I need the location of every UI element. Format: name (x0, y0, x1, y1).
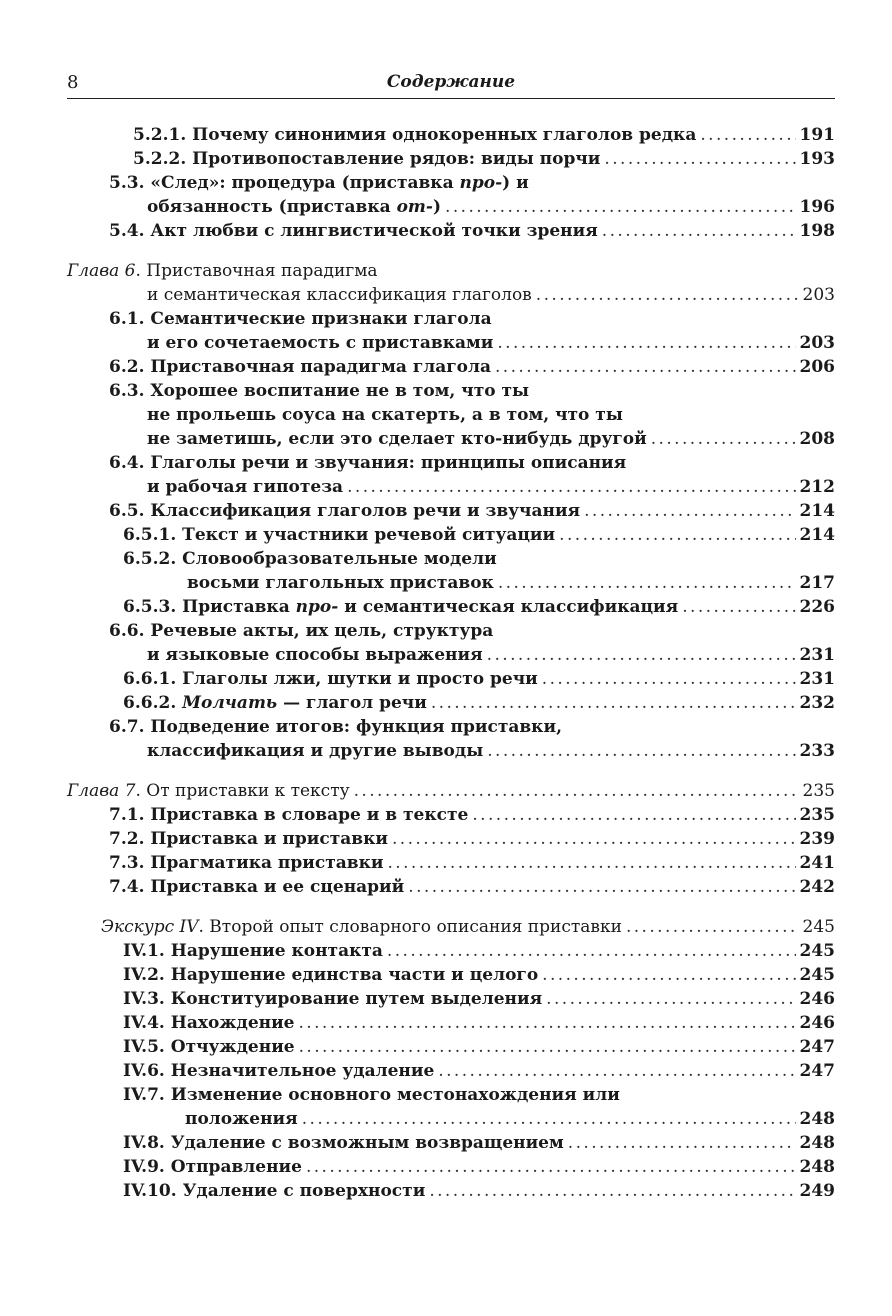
toc-page: 203 (799, 333, 835, 353)
toc-page: 212 (799, 477, 835, 497)
page-header (67, 70, 835, 99)
toc-entry[interactable]: IV.4. Нахождение . . . 246 (67, 1011, 835, 1035)
toc-page: 235 (799, 805, 835, 825)
toc-page: 231 (799, 645, 835, 665)
toc-page: 191 (799, 125, 835, 145)
toc-entry[interactable]: 6.5.2. Словообразовательные модели (123, 549, 497, 569)
toc-page: 235 (802, 781, 835, 801)
toc-page: 248 (799, 1133, 835, 1153)
toc-entry-continuation[interactable]: и рабочая гипотеза . . . 212 (67, 475, 835, 499)
toc-entry[interactable]: IV.9. Отправление . . . 248 (67, 1155, 835, 1179)
toc-entry[interactable]: IV.3. Конституирование путем выделения . . . 246 (67, 987, 835, 1011)
toc-chapter-continuation[interactable]: и семантическая классификация глаголов . . . 203 (67, 283, 835, 307)
toc-page: 246 (799, 1013, 835, 1033)
toc-page: 241 (799, 853, 835, 873)
toc-page: 203 (802, 285, 835, 305)
toc-entry[interactable]: 6.6. Речевые акты, их цель, структура (109, 621, 494, 641)
toc-entry-continuation[interactable]: восьми глагольных приставок . . . 217 (67, 571, 835, 595)
toc-entry[interactable]: IV.5. Отчуждение . . . 247 (67, 1035, 835, 1059)
toc-page: 248 (799, 1157, 835, 1177)
page-number: 8 (67, 72, 79, 93)
toc-entry-continuation[interactable]: обязанность (приставка от-) . . . 196 (67, 195, 835, 219)
toc-page: 198 (799, 221, 835, 241)
toc-page: 231 (799, 669, 835, 689)
toc-entry[interactable]: 7.1. Приставка в словаре и в тексте . . . 235 (67, 803, 835, 827)
toc-entry[interactable]: 6.2. Приставочная парадигма глагола . . . 206 (67, 355, 835, 379)
toc-entry[interactable]: 6.4. Глаголы речи и звучания: принципы описания (109, 453, 627, 473)
toc-entry[interactable]: 7.3. Прагматика приставки . . . 241 (67, 851, 835, 875)
toc-entry[interactable]: 7.2. Приставка и приставки . . . 239 (67, 827, 835, 851)
toc-entry[interactable]: 5.2.1. Почему синонимия однокоренных глаголов редка . . . 191 (67, 123, 835, 147)
running-title: Содержание (386, 72, 516, 92)
toc-entry-continuation[interactable]: не прольешь соуса на скатерть, а в том, что ты (147, 405, 623, 425)
toc-chapter[interactable]: Глава 7. От приставки к тексту . . . 235 (67, 779, 835, 803)
toc-entry[interactable]: IV.10. Удаление с поверхности . . . 249 (67, 1179, 835, 1203)
toc-page: 196 (799, 197, 835, 217)
toc-page: 226 (799, 597, 835, 617)
toc-entry[interactable]: 6.7. Подведение итогов: функция приставки, (109, 717, 562, 737)
toc-entry[interactable]: IV.2. Нарушение единства части и целого . . . 245 (67, 963, 835, 987)
toc-page: 245 (799, 965, 835, 985)
toc-page: 193 (799, 149, 835, 169)
toc-entry[interactable]: 6.5.1. Текст и участники речевой ситуации . . . 214 (67, 523, 835, 547)
toc-page: 214 (799, 501, 835, 521)
toc-entry[interactable]: 5.2.2. Противопоставление рядов: виды порчи . . . 193 (67, 147, 835, 171)
toc-entry[interactable]: 6.6.2. Молчать — глагол речи . . . 232 (67, 691, 835, 715)
toc-entry[interactable]: 6.5.3. Приставка про- и семантическая классификация . . . 226 (67, 595, 835, 619)
toc-entry-continuation[interactable]: и языковые способы выражения . . . 231 (67, 643, 835, 667)
toc-page: 249 (799, 1181, 835, 1201)
toc-entry[interactable]: 6.5. Классификация глаголов речи и звучания . . . 214 (67, 499, 835, 523)
table-of-contents (67, 123, 835, 1203)
toc-chapter[interactable]: Глава 6. Приставочная парадигма (67, 261, 378, 281)
toc-entry-continuation[interactable]: положения . . . 248 (67, 1107, 835, 1131)
toc-entry[interactable]: 7.4. Приставка и ее сценарий . . . 242 (67, 875, 835, 899)
toc-page: 248 (799, 1109, 835, 1129)
toc-page: 208 (799, 429, 835, 449)
toc-entry-continuation[interactable]: и его сочетаемость с приставками . . . 203 (67, 331, 835, 355)
toc-entry[interactable]: IV.1. Нарушение контакта . . . 245 (67, 939, 835, 963)
toc-entry[interactable]: 5.4. Акт любви с лингвистической точки зрения . . . 198 (67, 219, 835, 243)
toc-entry[interactable]: 6.1. Семантические признаки глагола (109, 309, 492, 329)
toc-entry[interactable]: 5.3. «След»: процедура (приставка про-) и (109, 173, 529, 193)
toc-page: 245 (799, 941, 835, 961)
toc-page: 247 (799, 1037, 835, 1057)
toc-excursus[interactable]: Экскурс IV. Второй опыт словарного описания приставки . . . 245 (67, 915, 835, 939)
toc-entry-continuation[interactable]: классификация и другие выводы . . . 233 (67, 739, 835, 763)
toc-page: 232 (799, 693, 835, 713)
toc-page: 217 (799, 573, 835, 593)
toc-entry[interactable]: 6.6.1. Глаголы лжи, шутки и просто речи . . . 231 (67, 667, 835, 691)
toc-entry-continuation[interactable]: не заметишь, если это сделает кто-нибудь другой . . . 208 (67, 427, 835, 451)
toc-page: 206 (799, 357, 835, 377)
toc-entry[interactable]: IV.7. Изменение основного местонахождения или (123, 1085, 620, 1105)
toc-page: 214 (799, 525, 835, 545)
toc-entry[interactable]: IV.6. Незначительное удаление . . . 247 (67, 1059, 835, 1083)
toc-page: 245 (802, 917, 835, 937)
toc-page: 239 (799, 829, 835, 849)
toc-entry[interactable]: 6.3. Хорошее воспитание не в том, что ты (109, 381, 530, 401)
toc-page: 246 (799, 989, 835, 1009)
toc-page: 233 (799, 741, 835, 761)
toc-page: 242 (799, 877, 835, 897)
toc-entry[interactable]: IV.8. Удаление с возможным возвращением . . . 248 (67, 1131, 835, 1155)
toc-page: 247 (799, 1061, 835, 1081)
